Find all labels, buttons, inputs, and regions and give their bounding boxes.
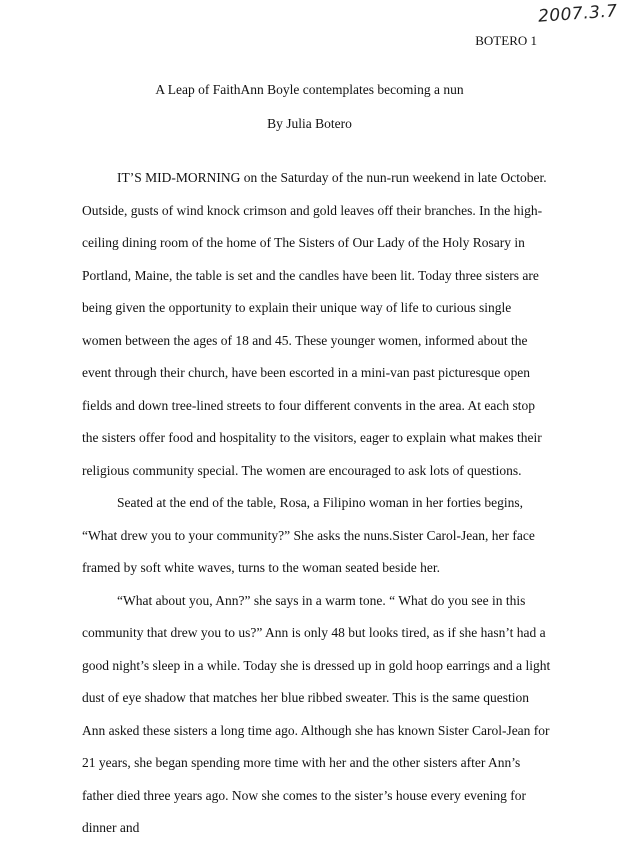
byline: By Julia Botero: [267, 116, 352, 131]
handwritten-date-annotation: 2007.3.7: [537, 1, 619, 27]
article-body: [82, 162, 552, 845]
running-header: BOTERO 1: [475, 33, 537, 48]
paragraph-1: IT’S MID-MORNING on the Saturday of the nun-run weekend in late October. Outside, gusts of wind knock crimson and gold leaves off their branches. In the high-ceiling dining room of the home of The Sisters of Our Lady of the Holy Rosary in Portland, Maine, the table is set and the candles have been lit. Today three sisters are being given the opportunity to explain their unique way of life to curious single women between the ages of 18 and 45. These younger women, informed about the event through their church, have been escorted in a mini-van past picturesque open fields and down tree-lined streets to four different convents in the area. At each stop the sisters offer food and hospitality to the visitors, eager to explain what makes their religious community special. The women are encouraged to ask lots of questions.: [82, 170, 547, 478]
article-title: A Leap of FaithAnn Boyle contemplates becoming a nun: [155, 82, 464, 97]
paragraph-3: “What about you, Ann?” she says in a warm tone. “ What do you see in this community that drew you to us?” Ann is only 48 but looks tired, as if she hasn’t had a good night’s sleep in a while. Today she is dressed up in gold hoop earrings and a light dust of eye shadow that matches her blue ribbed sweater. This is the same question Ann asked these sisters a long time ago. Although she has known Sister Carol-Jean for 21 years, she began spending more time with her and the other sisters after Ann’s father died three years ago. Now she comes to the sister’s house every evening for dinner and: [82, 592, 551, 835]
paragraph-2: Seated at the end of the table, Rosa, a Filipino woman in her forties begins, “What drew you to your community?” She asks the nuns.Sister Carol-Jean, her face framed by soft white waves, turns to the woman seated beside her.: [82, 495, 535, 575]
